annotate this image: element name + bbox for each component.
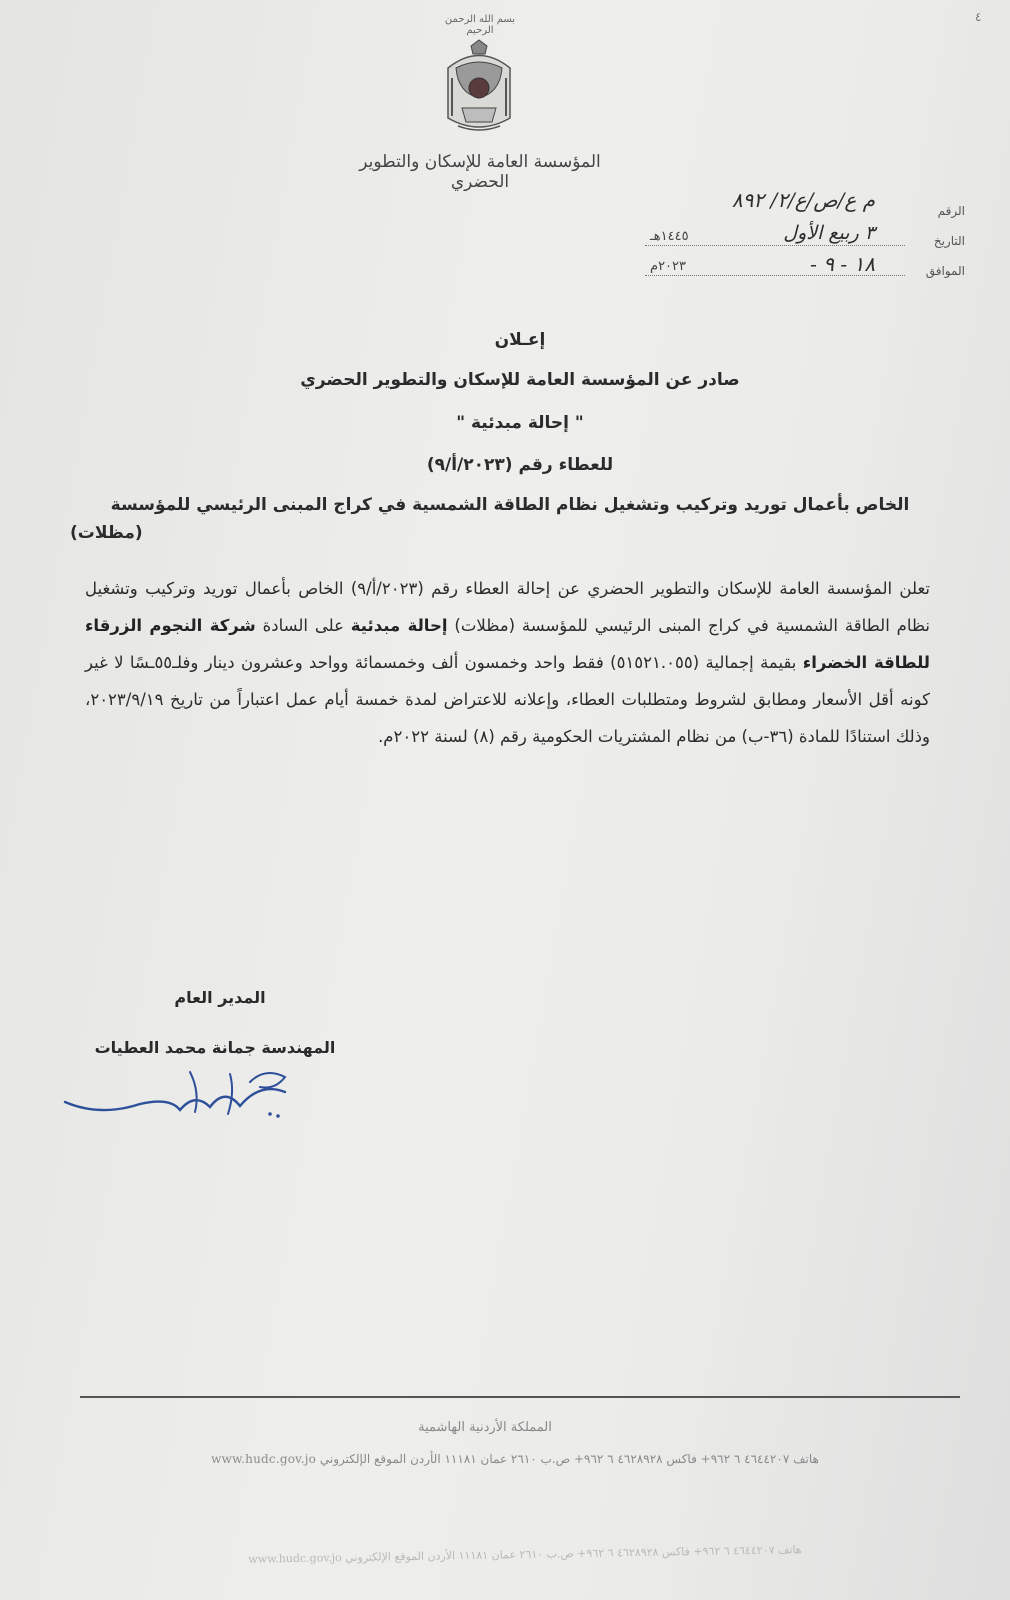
footer-bleedthrough: هاتف ٤٦٤٤٢٠٧ ٦ ٩٦٢+ فاكس ٤٦٢٨٩٢٨ ٦ ٩٦٢+ ص.ب ٢٦١٠ عمان ١١١٨١ الأردن الموقع الإلكتروني www.hudc.gov.jo (248, 1543, 802, 1566)
date-line (645, 245, 905, 246)
signatory-name: المهندسة جمانة محمد العطيات (94, 1038, 336, 1057)
corresponding-label: الموافق (925, 264, 965, 278)
organization-name: المؤسسة العامة للإسكان والتطوير الحضري (359, 152, 601, 192)
body-company-name: شركة النجوم الزرقاء للطاقة الخضراء (85, 616, 930, 672)
announcement-body (85, 570, 930, 755)
reference-number-value: م ع/ص/ع/٢/ ٨٩٢ (731, 188, 875, 212)
date-hijri-row (635, 218, 965, 248)
date-gregorian-row (635, 248, 965, 278)
signatory-title: المدير العام (174, 988, 266, 1007)
body-text-part5: بقيمة إجمالية (٥١٥٢١.٠٥٥) فقط واحد وخمسون ألف وخمسمائة وواحد وعشرون دينار وفلـ٥٥ـسًا لا غير كونه أقل الأسعار ومطابق لشروط ومتطلبات العطاء، وإعلانه للاعتراض لمدة خمسة أيام عمل اعتباراً من تاريخ ٢٠٢٣/٩/١٩، وذلك استنادًا للمادة (٣٦-ب) من نظام المشتريات الحكومية رقم (٨) لسنة ٢٠٢٢م. (85, 653, 930, 746)
title-issuer: صادر عن المؤسسة العامة للإسكان والتطوير الحضري (300, 370, 740, 390)
page-mark: ٤ (975, 10, 982, 24)
body-text-part1: تعلن المؤسسة العامة للإسكان والتطوير الحضري عن إحالة العطاء رقم (٢٠٢٣/أ/٩) الخاص بأعمال توريد وتركيب وتشغيل نظام الطاقة الشمسية في كراج المبنى الرئيسي للمؤسسة (مظلات) (85, 579, 931, 635)
coat-of-arms-icon (438, 38, 520, 138)
date-hijri-value: ٣ ربيع الأول (783, 222, 875, 244)
title-subject-end: (مظلات) (70, 523, 143, 543)
handwritten-signature (60, 1062, 300, 1132)
date-gregorian-value: ١٨ - ٩ - (810, 252, 875, 276)
date-label: التاريخ (933, 234, 965, 248)
footer-country: المملكة الأردنية الهاشمية (418, 1420, 552, 1435)
title-tender-number: للعطاء رقم (٢٠٢٣/أ/٩) (426, 455, 614, 475)
body-initial-award: إحالة مبدئية (350, 616, 448, 635)
title-announcement: إعـلان (494, 330, 546, 350)
footer-contact: هاتف ٤٦٤٤٢٠٧ ٦ ٩٦٢+ فاكس ٤٦٢٨٩٢٨ ٦ ٩٦٢+ ص.ب ٢٦١٠ عمان ١١١٨١ الأردن الموقع الإلكتروني www.hudc.gov.jo (211, 1452, 819, 1466)
basmala: بسم الله الرحمن الرحيم (444, 14, 516, 36)
title-subject: الخاص بأعمال توريد وتركيب وتشغيل نظام الطاقة الشمسية في كراج المبنى الرئيسي للمؤسسة (110, 495, 910, 515)
reference-number-label: الرقم (937, 204, 965, 218)
gregorian-year: ٢٠٢٣م (650, 259, 686, 274)
reference-block (635, 180, 965, 295)
footer-divider (80, 1396, 960, 1398)
title-type: " إحالة مبدئية " (456, 413, 584, 433)
hijri-year: ١٤٤٥هـ (650, 229, 689, 244)
reference-number-row (635, 188, 965, 218)
body-text-part3: على السادة (255, 616, 351, 635)
